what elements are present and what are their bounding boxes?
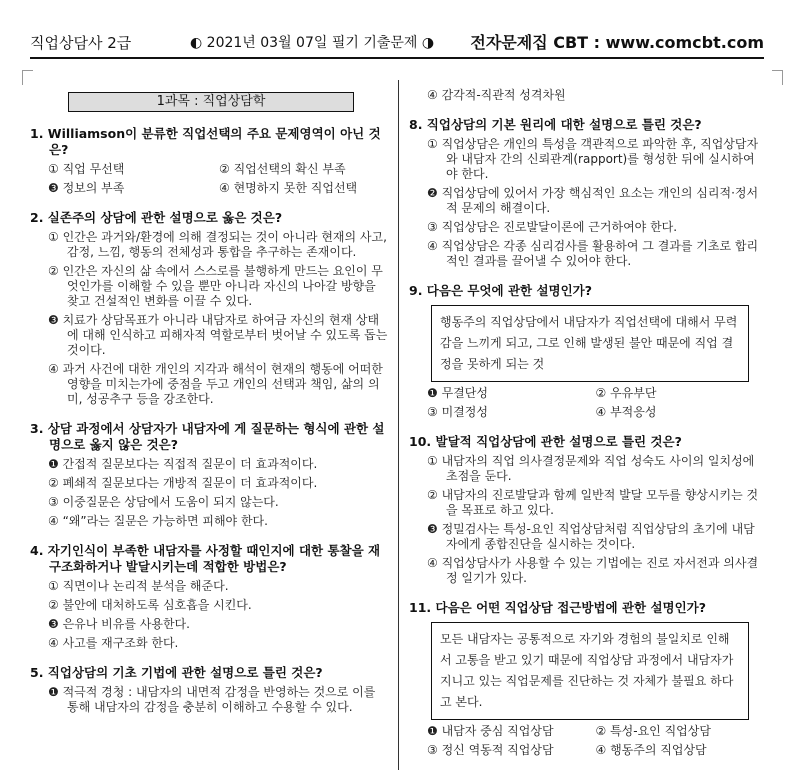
question-title: 10. 발달적 직업상담에 관한 설명으로 틀린 것은? xyxy=(409,434,682,449)
option-2: ② 폐쇄적 질문보다는 개방적 질문이 더 효과적이다. xyxy=(48,476,318,490)
question-title: 9. 다음은 무엇에 관한 설명인가? xyxy=(409,283,593,298)
option-3: ❸ 치료가 상담목표가 아니라 내담자로 하여금 자신의 현재 상태에 대해 인식하고 피해자적 역할로부터 벗어날 수 있도록 돕는 것이다. xyxy=(48,313,388,357)
question-4 xyxy=(30,543,390,651)
option-1: ❶ 간접적 질문보다는 직접적 질문이 더 효과적이다. xyxy=(48,457,318,471)
option-3: ❸ 정보의 부족 xyxy=(48,181,125,195)
question-10 xyxy=(409,434,764,586)
exam-name: 직업상담사 2급 xyxy=(30,34,132,52)
question-title: 8. 직업상담의 기본 원리에 대한 설명으로 틀린 것은? xyxy=(409,117,702,132)
option-4: ④ “왜”라는 질문은 가능하면 피해야 한다. xyxy=(48,514,268,528)
corner-mark-left xyxy=(22,70,33,85)
previous-option-4: ④ 감각적-직관적 성격차원 xyxy=(427,88,566,102)
option-3: ③ 이중질문은 상담에서 도움이 되지 않는다. xyxy=(48,495,279,509)
option-2: ② 직업선택의 확신 부족 xyxy=(219,162,346,176)
question-8 xyxy=(409,117,764,269)
option-4: ④ 현명하지 못한 직업선택 xyxy=(219,181,358,195)
option-3: ③ 미결정성 xyxy=(427,405,488,419)
option-2: ② 내담자의 진로발달과 함께 일반적 발달 모두를 향상시키는 것을 목표로 하고 있다. xyxy=(427,488,759,517)
option-1: ① 직면이나 논리적 분석을 해준다. xyxy=(48,579,229,593)
option-1: ① 내담자의 직업 의사결정문제와 직업 성숙도 사이의 일치성에 초점을 둔다. xyxy=(427,454,755,483)
option-2: ❷ 직업상담에 있어서 가장 핵심적인 요소는 개인의 심리적·정서적 문제의 해결이다. xyxy=(427,186,759,215)
question-passage-box: 모든 내담자는 공통적으로 자기와 경험의 불일치로 인해서 고통을 받고 있기 때문에 직업상담 과정에서 내담자가 지니고 있는 직업문제를 진단하는 것 자체가 불필요 하다고 본다. xyxy=(431,622,749,720)
option-2: ② 불안에 대처하도록 심호흡을 시킨다. xyxy=(48,598,252,612)
option-2: ② 특성-요인 직업상담 xyxy=(595,724,711,738)
option-3: ③ 직업상담은 진로발달이론에 근거하여야 한다. xyxy=(427,220,678,234)
option-2: ② 인간은 자신의 삶 속에서 스스로를 불행하게 만드는 요인이 무엇인가를 이해할 수 있을 뿐만 아니라 자신의 나아갈 방향을 찾고 건설적인 변화를 이끌 수 있다. xyxy=(48,264,383,308)
right-column xyxy=(409,88,764,758)
option-grid xyxy=(409,724,764,758)
option-1: ❶ 내담자 중심 직업상담 xyxy=(427,724,554,738)
option-2: ② 우유부단 xyxy=(595,386,657,400)
option-1: ❶ 적극적 경청 : 내담자의 내면적 감정을 반영하는 것으로 이를 통해 내담자의 감정을 충분히 이해하고 수용할 수 있다. xyxy=(48,685,376,714)
corner-mark-right xyxy=(772,70,783,85)
exam-date-title: ◐ 2021년 03월 07일 필기 기출문제 ◑ xyxy=(190,35,435,51)
option-1: ① 인간은 과거와/환경에 의해 결정되는 것이 아니라 현재의 사고, 감정, 느낌, 행동의 전체성과 통합을 추구하는 존재이다. xyxy=(48,230,387,259)
option-4: ④ 행동주의 직업상담 xyxy=(595,743,707,757)
question-title: 11. 다음은 어떤 직업상담 접근방법에 관한 설명인가? xyxy=(409,600,707,615)
question-title: 3. 상담 과정에서 상담자가 내담자에 게 질문하는 형식에 관한 설명으로 옳지 않은 것은? xyxy=(30,421,385,452)
option-4: ④ 직업상담은 각종 심리검사를 활용하여 그 결과를 기초로 합리적인 결과를 끌어낼 수 있어야 한다. xyxy=(427,239,759,268)
question-3 xyxy=(30,421,390,529)
subject-heading: 1과목 : 직업상담학 xyxy=(68,92,354,112)
header-rule xyxy=(30,57,764,59)
question-title: 1. Williamson이 분류한 직업선택의 주요 문제영역이 아닌 것은? xyxy=(30,126,381,157)
question-5 xyxy=(30,665,390,715)
question-title: 4. 자기인식이 부족한 내담자를 사정할 때인지에 대한 통찰을 재구조화하거나 발달시키는데 적합한 방법은? xyxy=(30,543,381,574)
option-4: ④ 사고를 재구조화 한다. xyxy=(48,636,179,650)
question-2 xyxy=(30,210,390,407)
option-1: ① 직업 무선택 xyxy=(48,162,125,176)
option-4: ④ 부적응성 xyxy=(595,405,657,419)
option-grid xyxy=(30,162,390,196)
question-11 xyxy=(409,600,764,758)
left-column xyxy=(30,88,390,715)
option-1: ① 직업상담은 개인의 특성을 객관적으로 파악한 후, 직업상담자와 내담자 간의 신뢰관계(rapport)를 형성한 뒤에 실시하여야 한다. xyxy=(427,137,759,181)
option-grid xyxy=(409,386,764,420)
column-divider xyxy=(398,80,399,770)
option-3: ❸ 정밀검사는 특성-요인 직업상담처럼 직업상담의 초기에 내담자에게 종합진단을 실시하는 것이다. xyxy=(427,522,755,551)
question-title: 2. 실존주의 상담에 관한 설명으로 옳은 것은? xyxy=(30,210,283,225)
option-3: ❸ 은유나 비유를 사용한다. xyxy=(48,617,190,631)
question-1 xyxy=(30,126,390,196)
question-9 xyxy=(409,283,764,420)
question-passage-box: 행동주의 직업상담에서 내담자가 직업선택에 대해서 무력감을 느끼게 되고, 그로 인해 발생된 불안 때문에 직업 결정을 못하게 되는 것 xyxy=(431,305,749,382)
option-1: ❶ 무결단성 xyxy=(427,386,488,400)
option-4: ④ 직업상담사가 사용할 수 있는 기법에는 진로 자서전과 의사결정 일기가 있다. xyxy=(427,556,759,585)
page-header xyxy=(30,30,764,52)
option-4: ④ 과거 사건에 대한 개인의 지각과 해석이 현재의 행동에 어떠한 영향을 미치는가에 중점을 두고 개인의 선택과 책임, 삶의 의미, 성공추구 등을 강조한다. xyxy=(48,362,383,406)
option-3: ③ 정신 역동적 직업상담 xyxy=(427,743,554,757)
question-title: 5. 직업상담의 기초 기법에 관한 설명으로 틀린 것은? xyxy=(30,665,323,680)
site-brand: 전자문제집 CBT : www.comcbt.com xyxy=(470,33,764,52)
